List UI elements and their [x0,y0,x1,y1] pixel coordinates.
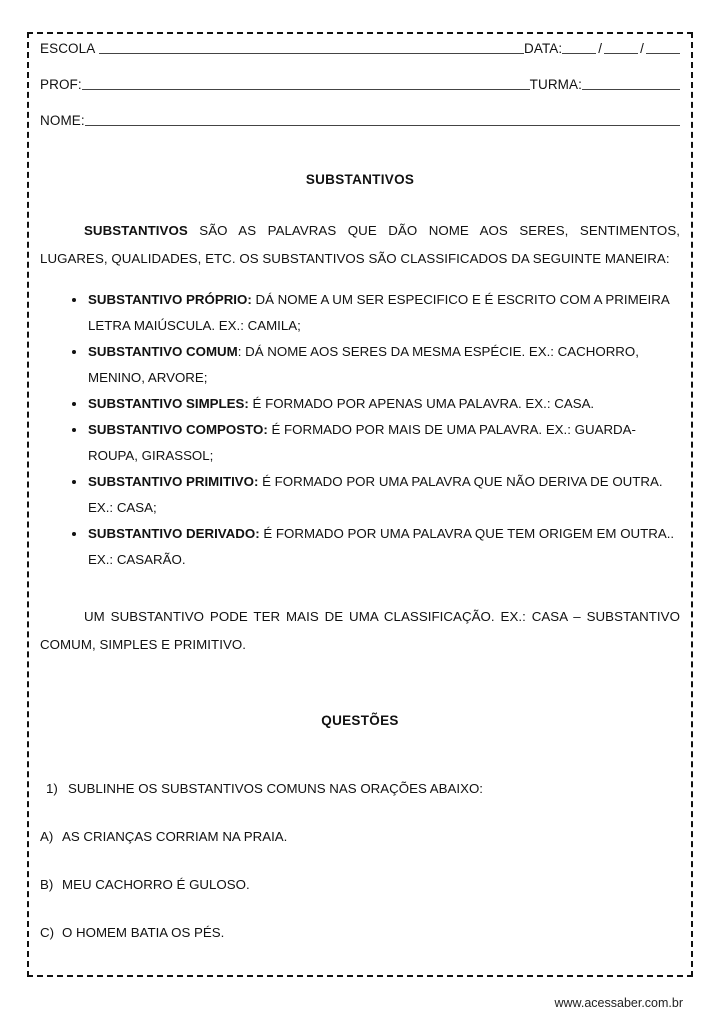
question-number: 1) [46,781,58,796]
list-item [40,469,680,521]
data-year-rule[interactable] [646,40,680,54]
escola-label: ESCOLA [40,41,96,56]
footer-site-url: www.acessaber.com.br [554,996,683,1010]
turma-input-rule[interactable] [582,76,680,90]
definition-term: SUBSTANTIVO DERIVADO: [88,526,260,541]
escola-input-rule[interactable] [99,40,524,54]
answer-text: AS CRIANÇAS CORRIAM NA PRAIA. [62,829,288,844]
definition-list [40,287,680,573]
definition-term: SUBSTANTIVO COMUM [88,344,238,359]
answer-item[interactable] [40,920,680,946]
list-item [40,287,680,339]
intro-lead-term: SUBSTANTIVOS [84,223,188,238]
prof-input-rule[interactable] [82,76,530,90]
escola-data-row [40,40,680,56]
intro-rest-text: SÃO AS PALAVRAS QUE DÃO NOME AOS SERES, SENTIMENTOS, LUGARES, QUALIDADES, ETC. OS SUBSTANTIVOS SÃO CLASSIFICADOS DA SEGUINTE MANEIRA: [40,223,680,266]
turma-label: TURMA: [529,77,582,92]
date-separator-1: / [598,41,603,56]
definition-text: É FORMADO POR UMA PALAVRA QUE TEM ORIGEM EM OUTRA.. EX.: CASARÃO. [88,526,675,567]
question-1 [40,776,680,802]
definition-term: SUBSTANTIVO PRIMITIVO: [88,474,259,489]
list-item [40,417,680,469]
answer-letter: B) [40,877,54,892]
prof-label: PROF: [40,77,82,92]
list-item [40,521,680,573]
definition-term: SUBSTANTIVO COMPOSTO: [88,422,268,437]
definition-term: SUBSTANTIVO PRÓPRIO: [88,292,252,307]
definition-text: É FORMADO POR UMA PALAVRA QUE NÃO DERIVA DE OUTRA. EX.: CASA; [88,474,663,515]
list-item [40,391,680,417]
closing-paragraph: UM SUBSTANTIVO PODE TER MAIS DE UMA CLASSIFICAÇÃO. EX.: CASA – SUBSTANTIVO COMUM, SIMPLES E PRIMITIVO. [40,609,680,652]
question-prompt: SUBLINHE OS SUBSTANTIVOS COMUNS NAS ORAÇÕES ABAIXO: [68,781,484,796]
data-day-rule[interactable] [562,40,596,54]
intro-paragraph [40,217,680,273]
page-title: SUBSTANTIVOS [305,172,415,187]
answer-letter: A) [40,829,54,844]
date-separator-2: / [640,41,644,56]
worksheet-content [40,40,680,968]
definition-text: DÁ NOME A UM SER ESPECIFICO E É ESCRITO COM A PRIMEIRA LETRA MAIÚSCULA. EX.: CAMILA; [88,292,669,333]
answer-item[interactable] [40,824,680,850]
list-item [40,339,680,391]
definition-text: É FORMADO POR MAIS DE UMA PALAVRA. EX.: GUARDA-ROUPA, GIRASSOL; [88,422,636,463]
answer-item[interactable] [40,872,680,898]
answer-text: O HOMEM BATIA OS PÉS. [62,925,225,940]
data-month-rule[interactable] [604,40,638,54]
answer-text: MEU CACHORRO É GULOSO. [62,877,250,892]
nome-label: NOME: [40,113,85,128]
definition-text: : DÁ NOME AOS SERES DA MESMA ESPÉCIE. EX.: CACHORRO, MENINO, ARVORE; [88,344,639,385]
answer-letter: C) [40,925,55,940]
questions-title: QUESTÕES [321,713,399,728]
nome-row [40,112,680,128]
nome-input-rule[interactable] [85,112,680,126]
definition-text: É FORMADO POR APENAS UMA PALAVRA. EX.: CASA. [248,396,595,411]
data-label: DATA: [524,41,563,56]
prof-turma-row [40,76,680,92]
definition-term: SUBSTANTIVO SIMPLES: [88,396,249,411]
answer-list [40,824,680,946]
